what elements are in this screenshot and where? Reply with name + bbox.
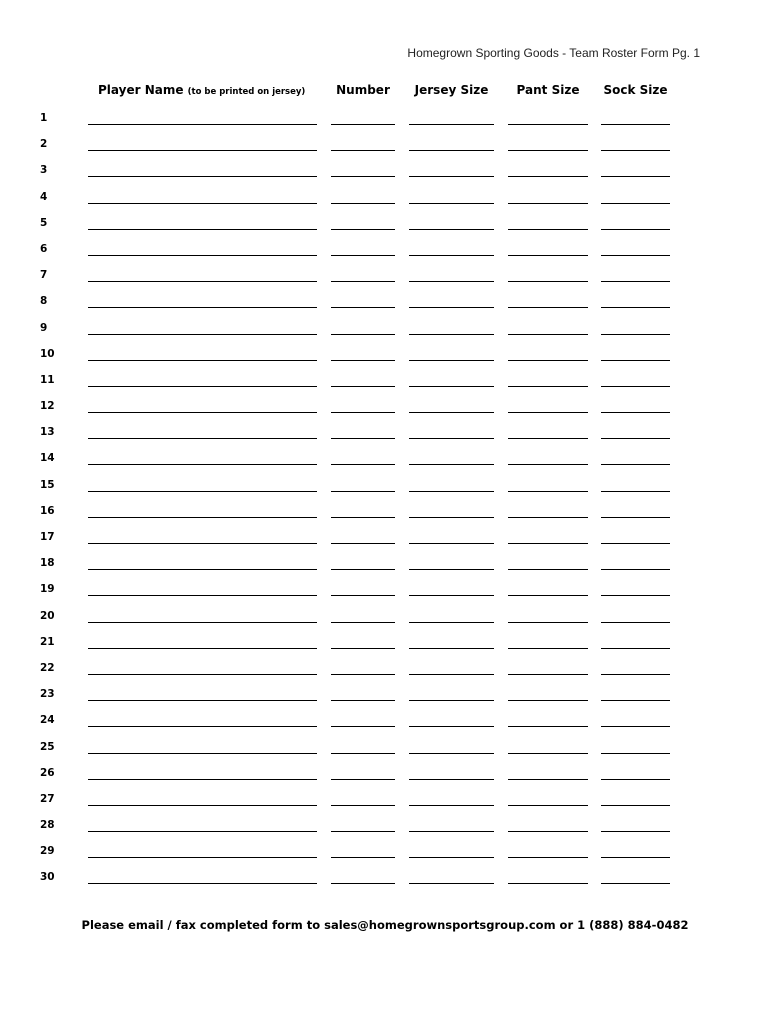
column-header-pant-size: Pant Size: [516, 83, 580, 97]
number-line[interactable]: [331, 648, 395, 649]
roster-row: [0, 108, 770, 134]
number-line[interactable]: [331, 753, 395, 754]
row-number: 3: [40, 164, 48, 177]
pant-size-line[interactable]: [508, 438, 588, 439]
pant-size-line[interactable]: [508, 334, 588, 335]
column-header-player-name: [98, 83, 305, 97]
number-line[interactable]: [331, 229, 395, 230]
number-line[interactable]: [331, 883, 395, 884]
row-number: 14: [40, 452, 55, 465]
pant-size-line[interactable]: [508, 176, 588, 177]
player-name-line[interactable]: [88, 753, 317, 754]
page-title: Homegrown Sporting Goods - Team Roster Form Pg. 1: [407, 46, 700, 60]
number-line[interactable]: [331, 595, 395, 596]
jersey-size-line[interactable]: [409, 622, 494, 623]
footer-instructions: Please email / fax completed form to sales@homegrownsportsgroup.com or 1 (888) 884-0482: [81, 918, 689, 932]
jersey-size-line[interactable]: [409, 805, 494, 806]
jersey-size-line[interactable]: [409, 464, 494, 465]
row-number: 4: [40, 190, 48, 203]
player-name-line[interactable]: [88, 543, 317, 544]
number-line[interactable]: [331, 203, 395, 204]
jersey-size-line[interactable]: [409, 124, 494, 125]
roster-row: [0, 475, 770, 501]
roster-row: [0, 815, 770, 841]
pant-size-line[interactable]: [508, 753, 588, 754]
column-header-sock-size: Sock Size: [603, 83, 668, 97]
number-line[interactable]: [331, 857, 395, 858]
pant-size-line[interactable]: [508, 674, 588, 675]
sock-size-line[interactable]: [601, 543, 670, 544]
sock-size-line[interactable]: [601, 281, 670, 282]
number-line[interactable]: [331, 150, 395, 151]
row-number: 23: [40, 688, 55, 701]
sock-size-line[interactable]: [601, 805, 670, 806]
number-line[interactable]: [331, 124, 395, 125]
row-number: 2: [40, 138, 48, 151]
roster-row: [0, 239, 770, 265]
number-line[interactable]: [331, 281, 395, 282]
number-line[interactable]: [331, 517, 395, 518]
roster-row: [0, 187, 770, 213]
jersey-size-line[interactable]: [409, 543, 494, 544]
roster-row: [0, 527, 770, 553]
row-number: 13: [40, 426, 55, 439]
pant-size-line[interactable]: [508, 857, 588, 858]
jersey-size-line[interactable]: [409, 203, 494, 204]
row-number: 21: [40, 635, 55, 648]
player-name-line[interactable]: [88, 674, 317, 675]
number-line[interactable]: [331, 176, 395, 177]
jersey-size-line[interactable]: [409, 753, 494, 754]
jersey-size-line[interactable]: [409, 176, 494, 177]
roster-row: [0, 318, 770, 344]
column-header-jersey-size: Jersey Size: [414, 83, 489, 97]
sock-size-line[interactable]: [601, 464, 670, 465]
number-line[interactable]: [331, 805, 395, 806]
pant-size-line[interactable]: [508, 700, 588, 701]
row-number: 16: [40, 504, 55, 517]
jersey-size-line[interactable]: [409, 883, 494, 884]
number-line[interactable]: [331, 307, 395, 308]
player-name-line[interactable]: [88, 176, 317, 177]
number-line[interactable]: [331, 334, 395, 335]
row-number: 1: [40, 112, 48, 124]
roster-row: [0, 448, 770, 474]
sock-size-line[interactable]: [601, 412, 670, 413]
number-line[interactable]: [331, 543, 395, 544]
pant-size-line[interactable]: [508, 779, 588, 780]
player-name-line[interactable]: [88, 229, 317, 230]
player-name-line[interactable]: [88, 438, 317, 439]
roster-row: [0, 841, 770, 867]
number-line[interactable]: [331, 438, 395, 439]
player-name-line[interactable]: [88, 883, 317, 884]
pant-size-line[interactable]: [508, 595, 588, 596]
jersey-size-line[interactable]: [409, 569, 494, 570]
roster-row: [0, 606, 770, 632]
player-name-line[interactable]: [88, 281, 317, 282]
number-line[interactable]: [331, 674, 395, 675]
row-number: 6: [40, 242, 48, 255]
player-name-line[interactable]: [88, 805, 317, 806]
roster-row: [0, 344, 770, 370]
pant-size-line[interactable]: [508, 543, 588, 544]
pant-size-line[interactable]: [508, 203, 588, 204]
pant-size-line[interactable]: [508, 569, 588, 570]
roster-row: [0, 579, 770, 605]
number-line[interactable]: [331, 360, 395, 361]
player-name-line[interactable]: [88, 412, 317, 413]
roster-row: [0, 710, 770, 736]
jersey-size-line[interactable]: [409, 307, 494, 308]
sock-size-line[interactable]: [601, 334, 670, 335]
roster-row: [0, 763, 770, 789]
sock-size-line[interactable]: [601, 307, 670, 308]
row-number: 8: [40, 295, 48, 308]
row-number: 29: [40, 845, 55, 858]
sock-size-line[interactable]: [601, 883, 670, 884]
jersey-size-line[interactable]: [409, 334, 494, 335]
sock-size-line[interactable]: [601, 229, 670, 230]
row-number: 12: [40, 400, 55, 413]
pant-size-line[interactable]: [508, 464, 588, 465]
sock-size-line[interactable]: [601, 255, 670, 256]
roster-row: [0, 134, 770, 160]
roster-row: [0, 553, 770, 579]
player-name-line[interactable]: [88, 124, 317, 125]
jersey-size-line[interactable]: [409, 229, 494, 230]
sock-size-line[interactable]: [601, 779, 670, 780]
sock-size-line[interactable]: [601, 517, 670, 518]
jersey-size-line[interactable]: [409, 831, 494, 832]
sock-size-line[interactable]: [601, 726, 670, 727]
pant-size-line[interactable]: [508, 124, 588, 125]
sock-size-line[interactable]: [601, 386, 670, 387]
pant-size-line[interactable]: [508, 150, 588, 151]
jersey-size-line[interactable]: [409, 412, 494, 413]
row-number: 24: [40, 714, 55, 727]
roster-row: [0, 265, 770, 291]
player-name-line[interactable]: [88, 622, 317, 623]
pant-size-line[interactable]: [508, 805, 588, 806]
player-name-line[interactable]: [88, 150, 317, 151]
row-number: 25: [40, 740, 55, 753]
jersey-size-line[interactable]: [409, 150, 494, 151]
jersey-size-line[interactable]: [409, 438, 494, 439]
pant-size-line[interactable]: [508, 386, 588, 387]
roster-row: [0, 789, 770, 815]
roster-row: [0, 501, 770, 527]
pant-size-line[interactable]: [508, 491, 588, 492]
sock-size-line[interactable]: [601, 700, 670, 701]
roster-row: [0, 658, 770, 684]
number-line[interactable]: [331, 255, 395, 256]
player-name-line[interactable]: [88, 831, 317, 832]
sock-size-line[interactable]: [601, 595, 670, 596]
player-name-line[interactable]: [88, 464, 317, 465]
roster-row: [0, 291, 770, 317]
sock-size-line[interactable]: [601, 203, 670, 204]
player-name-line[interactable]: [88, 569, 317, 570]
row-number: 11: [40, 373, 55, 386]
pant-size-line[interactable]: [508, 255, 588, 256]
pant-size-line[interactable]: [508, 726, 588, 727]
sock-size-line[interactable]: [601, 622, 670, 623]
jersey-size-line[interactable]: [409, 360, 494, 361]
player-name-note: (to be printed on jersey): [187, 87, 306, 97]
player-name-line[interactable]: [88, 307, 317, 308]
jersey-size-line[interactable]: [409, 779, 494, 780]
sock-size-line[interactable]: [601, 674, 670, 675]
number-line[interactable]: [331, 831, 395, 832]
player-name-line[interactable]: [88, 857, 317, 858]
roster-row: [0, 737, 770, 763]
number-line[interactable]: [331, 491, 395, 492]
sock-size-line[interactable]: [601, 150, 670, 151]
player-name-line[interactable]: [88, 648, 317, 649]
row-number: 30: [40, 871, 55, 884]
column-header-number: Number: [336, 83, 390, 97]
roster-row: [0, 422, 770, 448]
roster-row: [0, 370, 770, 396]
row-number: 5: [40, 216, 48, 229]
jersey-size-line[interactable]: [409, 517, 494, 518]
sock-size-line[interactable]: [601, 124, 670, 125]
player-name-line[interactable]: [88, 595, 317, 596]
row-number: 15: [40, 478, 55, 491]
row-number: 19: [40, 583, 55, 596]
row-number: 18: [40, 557, 55, 570]
roster-row: [0, 867, 770, 893]
row-number: 27: [40, 792, 55, 805]
row-number: 26: [40, 766, 55, 779]
jersey-size-line[interactable]: [409, 595, 494, 596]
player-name-line[interactable]: [88, 255, 317, 256]
pant-size-line[interactable]: [508, 831, 588, 832]
player-name-line[interactable]: [88, 700, 317, 701]
roster-row: [0, 632, 770, 658]
roster-row: [0, 396, 770, 422]
pant-size-line[interactable]: [508, 517, 588, 518]
pant-size-line[interactable]: [508, 360, 588, 361]
sock-size-line[interactable]: [601, 831, 670, 832]
pant-size-line[interactable]: [508, 229, 588, 230]
row-number: 10: [40, 347, 55, 360]
sock-size-line[interactable]: [601, 648, 670, 649]
jersey-size-line[interactable]: [409, 726, 494, 727]
sock-size-line[interactable]: [601, 360, 670, 361]
pant-size-line[interactable]: [508, 648, 588, 649]
pant-size-line[interactable]: [508, 622, 588, 623]
number-line[interactable]: [331, 726, 395, 727]
jersey-size-line[interactable]: [409, 491, 494, 492]
player-name-line[interactable]: [88, 334, 317, 335]
jersey-size-line[interactable]: [409, 700, 494, 701]
jersey-size-line[interactable]: [409, 386, 494, 387]
sock-size-line[interactable]: [601, 176, 670, 177]
row-number: 22: [40, 661, 55, 674]
jersey-size-line[interactable]: [409, 674, 494, 675]
jersey-size-line[interactable]: [409, 857, 494, 858]
row-number: 9: [40, 321, 48, 334]
sock-size-line[interactable]: [601, 753, 670, 754]
player-name-label: Player Name: [98, 83, 184, 97]
number-line[interactable]: [331, 569, 395, 570]
player-name-line[interactable]: [88, 360, 317, 361]
row-number: 7: [40, 269, 48, 282]
row-number: 20: [40, 609, 55, 622]
jersey-size-line[interactable]: [409, 648, 494, 649]
sock-size-line[interactable]: [601, 491, 670, 492]
player-name-line[interactable]: [88, 203, 317, 204]
number-line[interactable]: [331, 464, 395, 465]
player-name-line[interactable]: [88, 386, 317, 387]
roster-row: [0, 213, 770, 239]
sock-size-line[interactable]: [601, 438, 670, 439]
pant-size-line[interactable]: [508, 412, 588, 413]
roster-row: [0, 160, 770, 186]
roster-row: [0, 684, 770, 710]
pant-size-line[interactable]: [508, 307, 588, 308]
sock-size-line[interactable]: [601, 857, 670, 858]
player-name-line[interactable]: [88, 726, 317, 727]
player-name-line[interactable]: [88, 491, 317, 492]
number-line[interactable]: [331, 622, 395, 623]
pant-size-line[interactable]: [508, 281, 588, 282]
row-number: 28: [40, 819, 55, 832]
row-number: 17: [40, 531, 55, 543]
number-line[interactable]: [331, 779, 395, 780]
number-line[interactable]: [331, 386, 395, 387]
number-line[interactable]: [331, 412, 395, 413]
player-name-line[interactable]: [88, 517, 317, 518]
sock-size-line[interactable]: [601, 569, 670, 570]
roster-rows: [0, 108, 770, 894]
player-name-line[interactable]: [88, 779, 317, 780]
pant-size-line[interactable]: [508, 883, 588, 884]
jersey-size-line[interactable]: [409, 281, 494, 282]
number-line[interactable]: [331, 700, 395, 701]
jersey-size-line[interactable]: [409, 255, 494, 256]
